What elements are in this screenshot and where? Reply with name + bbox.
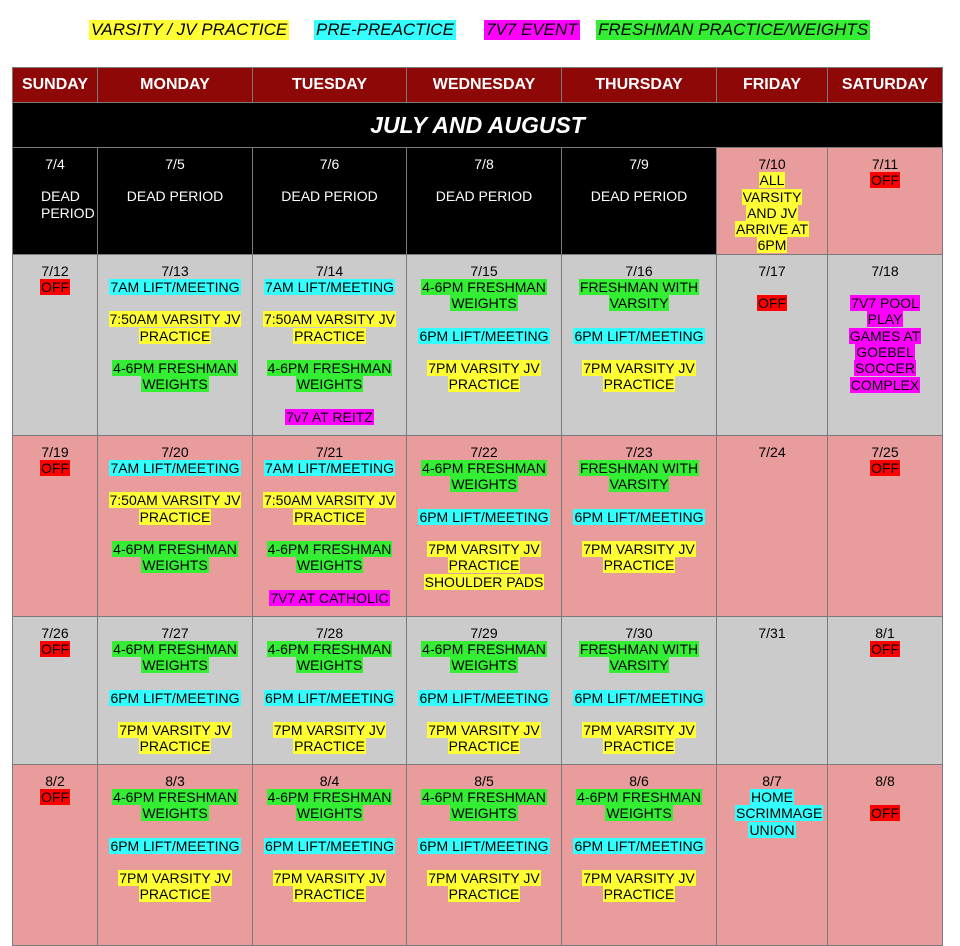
day-header-wednesday: WEDNESDAY bbox=[407, 68, 562, 103]
day-cell bbox=[253, 435, 407, 616]
event-text: 6PM LIFT/MEETING bbox=[419, 508, 549, 525]
event-item bbox=[562, 641, 716, 674]
date-label: 8/5 bbox=[474, 772, 494, 789]
event-text: 7PM VARSITY JV PRACTICE bbox=[119, 721, 231, 755]
event-item bbox=[407, 641, 561, 674]
event-item bbox=[253, 590, 406, 606]
event-text: ALL VARSITY AND JV ARRIVE AT 6PM bbox=[736, 172, 809, 254]
date-label: 7/29 bbox=[470, 624, 498, 641]
legend-pre-practice: PRE-PREACTICE bbox=[316, 20, 454, 39]
week-row bbox=[13, 254, 943, 435]
event-item bbox=[253, 641, 406, 674]
day-cell bbox=[253, 254, 407, 435]
date-label: 7/13 bbox=[161, 262, 189, 279]
dead-period-label: DEAD PERIOD bbox=[590, 188, 688, 205]
event-text: 6PM LIFT/MEETING bbox=[574, 689, 704, 706]
event-text: 7PM VARSITY JV PRACTICE bbox=[273, 869, 386, 903]
event-text: 7PM VARSITY JV PRACTICE bbox=[273, 721, 386, 755]
day-cell bbox=[13, 148, 98, 255]
day-cell bbox=[98, 148, 253, 255]
event-text: 7:50AM VARSITY JV PRACTICE bbox=[109, 311, 241, 344]
date-label: 7/20 bbox=[161, 443, 189, 460]
event-text: 4-6PM FRESHMAN WEIGHTS bbox=[422, 460, 546, 493]
event-text: 4-6PM FRESHMAN WEIGHTS bbox=[267, 359, 392, 393]
date-label: 7/10 bbox=[758, 156, 786, 172]
event-item bbox=[98, 541, 252, 574]
off-badge: OFF bbox=[758, 295, 786, 312]
date-label: 7/23 bbox=[625, 443, 653, 460]
date-label: 8/3 bbox=[165, 772, 185, 789]
dead-period-label: DEAD PERIOD bbox=[41, 188, 95, 221]
day-cell bbox=[717, 764, 828, 945]
day-cell bbox=[13, 435, 98, 616]
day-cell bbox=[717, 435, 828, 616]
event-text: 4-6PM FRESHMAN WEIGHTS bbox=[577, 789, 701, 822]
off-badge: OFF bbox=[41, 789, 69, 806]
event-item bbox=[562, 690, 716, 706]
event-item bbox=[407, 279, 561, 312]
event-item bbox=[98, 492, 252, 525]
event-item bbox=[562, 838, 716, 854]
event-item bbox=[407, 328, 561, 344]
day-cell bbox=[717, 254, 828, 435]
date-label: 7/14 bbox=[315, 262, 344, 279]
date-label: 7/6 bbox=[319, 156, 340, 172]
week-row bbox=[13, 148, 943, 255]
event-item bbox=[562, 328, 716, 344]
legend-freshman: FRESHMAN PRACTICE/WEIGHTS bbox=[598, 20, 869, 39]
event-text: 7PM VARSITY JV PRACTICE bbox=[428, 721, 540, 755]
event-text: 7PM VARSITY JV PRACTICE bbox=[119, 869, 231, 903]
day-header-sunday: SUNDAY bbox=[13, 68, 98, 103]
event-item bbox=[407, 541, 561, 590]
event-text: 6PM LIFT/MEETING bbox=[574, 837, 704, 854]
legend-7v7-event: 7V7 EVENT bbox=[486, 20, 578, 39]
day-cell bbox=[98, 616, 253, 764]
day-header-thursday: THURSDAY bbox=[562, 68, 717, 103]
event-text: FRESHMAN WITH VARSITY bbox=[579, 641, 699, 674]
event-item bbox=[717, 295, 827, 311]
dead-period-label: DEAD PERIOD bbox=[126, 188, 224, 205]
off-badge: OFF bbox=[41, 279, 69, 296]
date-label: 7/15 bbox=[470, 262, 498, 279]
event-item bbox=[13, 789, 97, 805]
day-cell bbox=[13, 764, 98, 945]
off-badge: OFF bbox=[41, 460, 69, 477]
day-cell bbox=[562, 148, 717, 255]
event-item bbox=[407, 838, 561, 854]
dead-period-label: DEAD PERIOD bbox=[435, 188, 533, 205]
day-cell bbox=[717, 616, 828, 764]
day-cell bbox=[13, 254, 98, 435]
day-cell bbox=[828, 148, 943, 255]
calendar-body bbox=[13, 148, 943, 946]
event-item bbox=[828, 460, 942, 476]
day-cell bbox=[98, 254, 253, 435]
event-item bbox=[717, 789, 827, 838]
event-text: FRESHMAN WITH VARSITY bbox=[579, 279, 699, 312]
event-item bbox=[562, 870, 716, 903]
event-text: 4-6PM FRESHMAN WEIGHTS bbox=[267, 789, 392, 822]
event-item bbox=[98, 311, 252, 344]
event-item bbox=[562, 460, 716, 493]
event-text: 7AM LIFT/MEETING bbox=[110, 460, 240, 477]
event-text: 7V7 AT CATHOLIC bbox=[270, 589, 389, 606]
date-label: 7/25 bbox=[871, 443, 899, 460]
event-text: 7PM VARSITY JV PRACTICE bbox=[583, 721, 695, 755]
date-label: 8/4 bbox=[319, 772, 340, 789]
date-label: 7/27 bbox=[161, 624, 189, 641]
event-text: 7PM VARSITY JV PRACTICE bbox=[583, 540, 695, 574]
day-header-tuesday: TUESDAY bbox=[253, 68, 407, 103]
day-cell bbox=[717, 148, 828, 255]
event-item bbox=[98, 722, 252, 755]
event-item bbox=[407, 360, 561, 393]
event-text: 4-6PM FRESHMAN WEIGHTS bbox=[113, 540, 237, 574]
event-item bbox=[253, 460, 406, 476]
event-item bbox=[253, 492, 406, 525]
week-row bbox=[13, 435, 943, 616]
day-cell bbox=[828, 764, 943, 945]
day-cell bbox=[13, 616, 98, 764]
week-row bbox=[13, 616, 943, 764]
date-label: 7/22 bbox=[470, 443, 498, 460]
event-item bbox=[828, 295, 942, 393]
date-label: 8/2 bbox=[45, 772, 65, 789]
date-label: 7/4 bbox=[45, 156, 65, 172]
day-cell bbox=[828, 435, 943, 616]
event-text: 4-6PM FRESHMAN WEIGHTS bbox=[422, 641, 546, 674]
event-text: 7PM VARSITY JV PRACTICE bbox=[428, 359, 540, 393]
event-text: 6PM LIFT/MEETING bbox=[574, 508, 704, 525]
date-label: 7/26 bbox=[41, 624, 69, 641]
event-text: HOME SCRIMMAGE UNION bbox=[736, 789, 823, 838]
off-badge: OFF bbox=[871, 641, 899, 658]
event-text: 6PM LIFT/MEETING bbox=[574, 327, 704, 344]
event-item bbox=[407, 789, 561, 822]
event-item bbox=[13, 460, 97, 476]
day-cell bbox=[98, 764, 253, 945]
event-item bbox=[253, 279, 406, 295]
date-label: 7/11 bbox=[871, 156, 899, 172]
event-item bbox=[407, 722, 561, 755]
event-text: 7PM VARSITY JV PRACTICE bbox=[583, 359, 695, 393]
event-text: 7v7 AT REITZ bbox=[286, 408, 373, 425]
date-label: 7/19 bbox=[41, 443, 69, 460]
day-cell bbox=[253, 148, 407, 255]
date-label: 7/8 bbox=[474, 156, 494, 172]
date-label: 7/30 bbox=[625, 624, 653, 641]
event-text: 6PM LIFT/MEETING bbox=[110, 689, 240, 706]
event-text: 6PM LIFT/MEETING bbox=[110, 837, 240, 854]
event-text: 7AM LIFT/MEETING bbox=[264, 460, 395, 477]
date-label: 7/16 bbox=[625, 262, 653, 279]
date-label: 7/9 bbox=[629, 156, 649, 172]
day-cell bbox=[407, 616, 562, 764]
event-item bbox=[562, 509, 716, 525]
dead-period-label: DEAD PERIOD bbox=[281, 188, 378, 205]
event-item bbox=[253, 722, 406, 755]
event-item bbox=[407, 460, 561, 493]
event-item bbox=[717, 172, 827, 253]
day-cell bbox=[562, 435, 717, 616]
event-item bbox=[98, 360, 252, 393]
event-item bbox=[253, 870, 406, 903]
event-text: 7PM VARSITY JV PRACTICE bbox=[583, 869, 695, 903]
date-label: 7/31 bbox=[758, 624, 786, 641]
event-item bbox=[98, 838, 252, 854]
date-label: 8/8 bbox=[875, 772, 895, 789]
legend-varsity: VARSITY / JV PRACTICE bbox=[91, 20, 288, 39]
event-item bbox=[253, 360, 406, 393]
event-item bbox=[562, 360, 716, 393]
day-header-row bbox=[13, 68, 943, 103]
event-text: 7PM VARSITY JV PRACTICE bbox=[428, 869, 540, 903]
day-cell bbox=[253, 616, 407, 764]
off-badge: OFF bbox=[871, 460, 899, 477]
event-text: 7:50AM VARSITY JV PRACTICE bbox=[264, 492, 395, 525]
date-label: 7/24 bbox=[758, 443, 786, 460]
event-item bbox=[562, 541, 716, 574]
day-cell bbox=[407, 148, 562, 255]
event-text: 7:50AM VARSITY JV PRACTICE bbox=[109, 492, 241, 525]
day-cell bbox=[407, 435, 562, 616]
date-label: 7/28 bbox=[315, 624, 344, 641]
event-item bbox=[562, 789, 716, 822]
date-label: 8/7 bbox=[762, 772, 782, 789]
day-cell bbox=[407, 254, 562, 435]
date-label: 7/21 bbox=[315, 443, 344, 460]
off-badge: OFF bbox=[871, 172, 899, 189]
date-label: 7/17 bbox=[758, 262, 786, 279]
event-item bbox=[253, 838, 406, 854]
event-item bbox=[562, 722, 716, 755]
event-text: 6PM LIFT/MEETING bbox=[264, 837, 395, 854]
date-label: 7/5 bbox=[165, 156, 185, 172]
day-header-saturday: SATURDAY bbox=[828, 68, 943, 103]
event-text: 4-6PM FRESHMAN WEIGHTS bbox=[267, 540, 392, 574]
day-cell bbox=[253, 764, 407, 945]
month-banner: JULY AND AUGUST bbox=[13, 103, 943, 148]
date-label: 8/1 bbox=[875, 624, 895, 641]
off-badge: OFF bbox=[871, 805, 899, 822]
event-item bbox=[98, 690, 252, 706]
day-cell bbox=[828, 616, 943, 764]
event-text: 7AM LIFT/MEETING bbox=[264, 279, 395, 296]
day-cell bbox=[98, 435, 253, 616]
off-badge: OFF bbox=[41, 641, 69, 658]
event-text: 7AM LIFT/MEETING bbox=[110, 279, 240, 296]
day-cell bbox=[407, 764, 562, 945]
week-row bbox=[13, 764, 943, 945]
event-item bbox=[98, 279, 252, 295]
event-item bbox=[13, 279, 97, 295]
event-item bbox=[828, 641, 942, 657]
event-item bbox=[253, 789, 406, 822]
event-item bbox=[98, 870, 252, 903]
event-item bbox=[253, 690, 406, 706]
event-text: 6PM LIFT/MEETING bbox=[419, 689, 549, 706]
day-cell bbox=[562, 616, 717, 764]
event-text: 4-6PM FRESHMAN WEIGHTS bbox=[113, 641, 237, 674]
event-text: 7PM VARSITY JV PRACTICE SHOULDER PADS bbox=[424, 540, 544, 590]
event-text: 6PM LIFT/MEETING bbox=[419, 327, 549, 344]
event-item bbox=[98, 789, 252, 822]
event-text: 4-6PM FRESHMAN WEIGHTS bbox=[113, 359, 237, 393]
day-header-monday: MONDAY bbox=[98, 68, 253, 103]
event-item bbox=[98, 641, 252, 674]
event-item bbox=[253, 311, 406, 344]
event-text: 6PM LIFT/MEETING bbox=[264, 689, 395, 706]
day-cell bbox=[562, 254, 717, 435]
event-item bbox=[98, 460, 252, 476]
date-label: 7/18 bbox=[871, 262, 899, 279]
day-cell bbox=[828, 254, 943, 435]
day-header-friday: FRIDAY bbox=[717, 68, 828, 103]
event-text: 7:50AM VARSITY JV PRACTICE bbox=[264, 311, 395, 344]
event-item bbox=[407, 690, 561, 706]
event-item bbox=[407, 870, 561, 903]
event-text: 4-6PM FRESHMAN WEIGHTS bbox=[422, 789, 546, 822]
day-cell bbox=[562, 764, 717, 945]
event-item bbox=[253, 541, 406, 574]
date-label: 8/6 bbox=[629, 772, 649, 789]
event-item bbox=[828, 805, 942, 821]
calendar-table bbox=[12, 67, 943, 946]
event-text: 4-6PM FRESHMAN WEIGHTS bbox=[422, 279, 546, 312]
event-text: FRESHMAN WITH VARSITY bbox=[579, 460, 699, 493]
event-item bbox=[13, 641, 97, 657]
event-text: 7V7 POOL PLAY GAMES AT GOEBEL SOCCER COMPLEX bbox=[849, 295, 921, 393]
event-text: 6PM LIFT/MEETING bbox=[419, 837, 549, 854]
event-item bbox=[828, 172, 942, 188]
event-text: 4-6PM FRESHMAN WEIGHTS bbox=[267, 641, 392, 674]
legend bbox=[0, 20, 960, 42]
event-text: 4-6PM FRESHMAN WEIGHTS bbox=[113, 789, 237, 822]
event-item bbox=[407, 509, 561, 525]
event-item bbox=[253, 409, 406, 425]
event-item bbox=[562, 279, 716, 312]
date-label: 7/12 bbox=[41, 262, 69, 279]
